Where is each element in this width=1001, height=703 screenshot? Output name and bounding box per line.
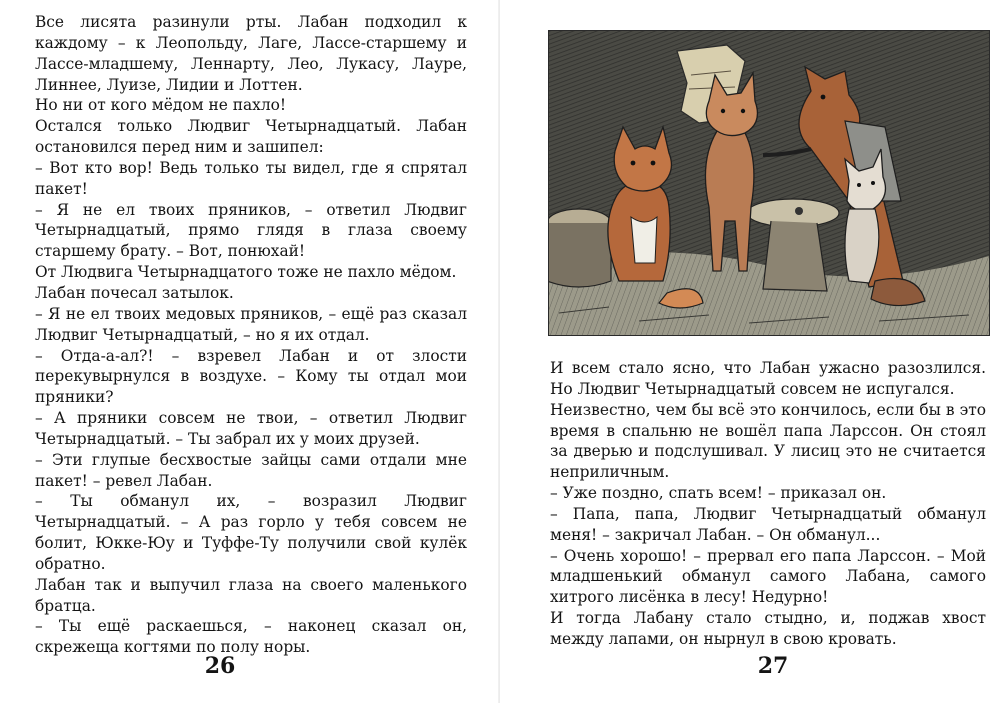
- paragraph: И тогда Лабану стало стыдно, и, поджав хвост между лапами, он нырнул в свою кровать.: [550, 609, 986, 648]
- left-page: [0, 0, 500, 703]
- paragraph: От Людвига Четырнадцатого тоже не пахло мёдом.: [35, 263, 457, 282]
- paragraph: Лабан почесал затылок.: [35, 283, 234, 302]
- paragraph: – Вот кто вор! Ведь только ты видел, где я спрятал пакет!: [35, 158, 467, 198]
- paragraph: Лабан так и выпучил глаза на своего маленького братца.: [35, 575, 467, 615]
- paragraph: – Я не ел твоих пряников, – ответил Людвиг Четырнадцатый, прямо глядя в глаза своему старшему брату. – Вот, понюхай!: [35, 200, 467, 261]
- paragraph: – Отда-а-ал?! – взревел Лабан и от злости перекувырнулся в воздухе. – Кому ты отдал мои пряники?: [35, 346, 467, 407]
- paragraph: Все лисята разинули рты. Лабан подходил к каждому – к Леопольду, Лаге, Лассе-старшему и Лассе-младшему, Леннарту, Лео, Лукасу, Лауре, Линнее, Луизе, Лидии и Лоттен.: [35, 13, 467, 94]
- page-number: 27: [757, 653, 789, 679]
- paragraph: Но ни от кого мёдом не пахло!: [35, 96, 287, 115]
- paragraph: Остался только Людвиг Четырнадцатый. Лабан остановился перед ним и зашипел:: [35, 117, 467, 157]
- paragraph: – Уже поздно, спать всем! – приказал он.: [550, 484, 887, 503]
- right-page-text: [550, 358, 986, 650]
- paragraph: – Ты ещё раскаешься, – наконец сказал он, скрежеща когтями по полу норы.: [35, 617, 467, 657]
- fox-den-illustration: [548, 30, 990, 336]
- paragraph: – Эти глупые бесхвостые зайцы сами отдали мне пакет! – ревел Лабан.: [35, 450, 467, 490]
- illustration-drawing: [549, 31, 989, 335]
- page-number: 26: [204, 653, 236, 679]
- right-page: [500, 0, 1000, 703]
- paragraph: – Очень хорошо! – прервал его папа Ларссон. – Мой младшенький обманул самого Лабана, самого хитрого лисёнка в лесу! Недурно!: [550, 546, 986, 607]
- paragraph: – А пряники совсем не твои, – ответил Людвиг Четырнадцатый. – Ты забрал их у моих друзей.: [35, 409, 467, 448]
- paragraph: И всем стало ясно, что Лабан ужасно разозлился. Но Людвиг Четырнадцатый совсем не испугался.: [550, 359, 986, 398]
- left-page-text: [35, 12, 467, 658]
- paragraph: – Ты обманул их, – возразил Людвиг Четырнадцатый. – А раз горло у тебя совсем не болит, Юкке-Юу и Туффе-Ту получили свой кулёк обратно.: [35, 492, 467, 573]
- paragraph: – Я не ел твоих медовых пряников, – ещё раз сказал Людвиг Четырнадцатый, – но я их отдал.: [35, 304, 467, 344]
- paragraph: – Папа, папа, Людвиг Четырнадцатый обманул меня! – закричал Лабан. – Он обманул...: [550, 504, 986, 544]
- paragraph: Неизвестно, чем бы всё это кончилось, если бы в это время в спальню не вошёл папа Ларссон. Он стоял за дверью и подслушивал. У лисиц это не считается неприличным.: [550, 400, 986, 482]
